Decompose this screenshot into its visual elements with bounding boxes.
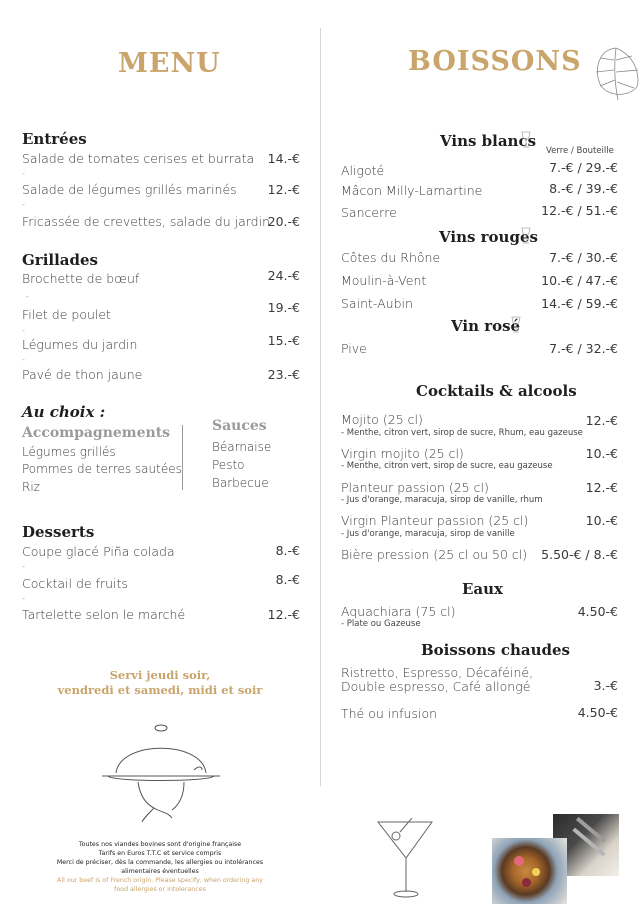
boissons-chaudes-heading: Boissons chaudes xyxy=(421,641,570,659)
menu-price: 12.-€ xyxy=(267,607,300,622)
menu-item: Brochette de bœuf xyxy=(22,271,140,286)
drink-description: - Jus d'orange, maracuja, sirop de vanille xyxy=(341,529,515,539)
wine-glass-icon xyxy=(521,131,531,149)
menu-item: Fricassée de crevettes, salade du jardin xyxy=(22,214,270,229)
menu-item: Cocktail de fruits xyxy=(22,576,128,591)
au-choix-heading: Au choix : xyxy=(22,403,106,421)
menu-price: 12.-€ xyxy=(267,182,300,197)
martini-glass-illustration xyxy=(376,818,434,900)
drink-price: 8.-€ / 39.-€ xyxy=(549,181,618,196)
drink-item: Virgin Planteur passion (25 cl) xyxy=(341,513,529,528)
menu-price: 15.-€ xyxy=(267,333,300,348)
glass-bottle-header: Verre / Bouteille xyxy=(546,146,614,156)
separator-dash: - xyxy=(22,562,25,571)
drink-item: Double espresso, Café allongé xyxy=(341,679,531,694)
drink-description: - Plate ou Gazeuse xyxy=(341,619,421,629)
drink-price: 7.-€ / 32.-€ xyxy=(549,341,618,356)
drink-item: Pive xyxy=(341,341,367,356)
accompagnement-item: Pommes de terres sautées xyxy=(22,462,182,476)
footer-line-en: All our beef is of French origin. Please specify, when ordering any xyxy=(57,877,263,884)
separator-dash: - xyxy=(22,200,25,209)
boissons-title: BOISSONS xyxy=(408,46,582,77)
drink-item: Planteur passion (25 cl) xyxy=(341,480,489,495)
menu-item: Tartelette selon le marché xyxy=(22,607,186,622)
vin-rose-heading: Vin rosé xyxy=(451,317,521,335)
cloche-illustration xyxy=(98,718,224,822)
drink-price: 3.-€ xyxy=(593,678,618,693)
entrees-heading: Entrées xyxy=(22,130,87,148)
drink-item: Côtes du Rhône xyxy=(341,250,441,265)
drink-item: Aligoté xyxy=(341,163,385,178)
vins-blancs-heading: Vins blancs xyxy=(440,132,537,150)
footer-line: Tarifs en Euros T.T.C et service compris xyxy=(98,850,222,857)
drink-item: Mojito (25 cl) xyxy=(341,412,423,427)
drink-item: Ristretto, Espresso, Décaféiné, xyxy=(341,665,534,680)
drink-description: - Jus d'orange, maracuja, sirop de vanille, rhum xyxy=(341,495,543,505)
drink-price: 12.-€ xyxy=(585,480,618,495)
cocktails-heading: Cocktails & alcools xyxy=(416,382,577,400)
drink-price: 10.-€ xyxy=(585,446,618,461)
column-divider xyxy=(320,28,321,786)
drink-price: 7.-€ / 30.-€ xyxy=(549,250,618,265)
drink-price: 7.-€ / 29.-€ xyxy=(549,160,618,175)
separator-dash: - xyxy=(22,355,25,364)
sauce-item: Barbecue xyxy=(212,476,269,490)
drink-price: 12.-€ / 51.-€ xyxy=(541,203,618,218)
drink-item: Sancerre xyxy=(341,205,397,220)
separator-dash: - xyxy=(22,169,25,178)
drink-price: 14.-€ / 59.-€ xyxy=(541,296,618,311)
accompagnement-item: Riz xyxy=(22,480,40,494)
separator-dash: - xyxy=(22,594,25,603)
footer-line: alimentaires éventuelles xyxy=(121,868,199,875)
menu-item: Salade de légumes grillés marinés xyxy=(22,182,237,197)
vins-rouges-heading: Vins rouges xyxy=(439,228,538,246)
sauce-item: Pesto xyxy=(212,458,245,472)
menu-price: 14.-€ xyxy=(267,151,300,166)
menu-price: 24.-€ xyxy=(267,268,300,283)
drink-price: 5.50-€ / 8.-€ xyxy=(541,547,618,562)
drink-item: Bière pression (25 cl ou 50 cl) xyxy=(341,547,528,562)
desserts-heading: Desserts xyxy=(22,523,95,541)
service-hours-line2: vendredi et samedi, midi et soir xyxy=(57,683,263,697)
grillades-heading: Grillades xyxy=(22,251,99,269)
footer-line-en: food allergies or intolerances xyxy=(114,886,206,893)
drink-item: Saint-Aubin xyxy=(341,296,413,311)
drink-price: 4.50-€ xyxy=(577,705,618,720)
menu-item: Pavé de thon jaune xyxy=(22,367,143,382)
drink-item: Mâcon Milly-Lamartine xyxy=(341,183,483,198)
footer-notes xyxy=(40,840,280,894)
drink-description: - Menthe, citron vert, sirop de sucre, eau gazeuse xyxy=(341,461,553,471)
drink-item: Aquachiara (75 cl) xyxy=(341,604,456,619)
menu-price: 23.-€ xyxy=(267,367,300,382)
drink-item: Virgin mojito (25 cl) xyxy=(341,446,464,461)
food-photo-waffle xyxy=(492,838,567,904)
separator-dash: - xyxy=(26,292,29,301)
accompagnements-heading: Accompagnements xyxy=(22,425,171,441)
menu-price: 8.-€ xyxy=(275,543,300,558)
menu-price: 20.-€ xyxy=(267,214,300,229)
menu-price: 8.-€ xyxy=(275,572,300,587)
menu-price: 19.-€ xyxy=(267,300,300,315)
sauce-item: Béarnaise xyxy=(212,440,272,454)
drink-price: 12.-€ xyxy=(585,413,618,428)
footer-line: Toutes nos viandes bovines sont d'origine française xyxy=(78,841,242,848)
drink-item: Moulin-à-Vent xyxy=(341,273,427,288)
drink-item: Thé ou infusion xyxy=(341,706,438,721)
service-hours-line1: Servi jeudi soir, xyxy=(109,668,211,682)
accompagnement-item: Légumes grillés xyxy=(22,445,116,459)
menu-item: Salade de tomates cerises et burrata xyxy=(22,151,255,166)
wine-glass-icon xyxy=(521,227,531,245)
drink-price: 10.-€ / 47.-€ xyxy=(541,273,618,288)
menu-item: Légumes du jardin xyxy=(22,337,138,352)
eaux-heading: Eaux xyxy=(462,580,504,598)
footer-line: Merci de préciser, dès la commande, les allergies ou intolérances xyxy=(56,859,264,866)
drink-description: - Menthe, citron vert, sirop de sucre, Rhum, eau gazeuse xyxy=(341,428,583,438)
wine-glass-icon xyxy=(511,316,521,334)
menu-item: Filet de poulet xyxy=(22,307,111,322)
drink-price: 4.50-€ xyxy=(577,604,618,619)
sauces-heading: Sauces xyxy=(212,418,267,434)
separator-dash: - xyxy=(22,326,25,335)
drink-price: 10.-€ xyxy=(585,513,618,528)
menu-item: Coupe glacé Piña colada xyxy=(22,544,175,559)
leaf-illustration xyxy=(592,44,640,102)
sauces-divider xyxy=(182,425,183,490)
menu-title: MENU xyxy=(118,48,221,79)
